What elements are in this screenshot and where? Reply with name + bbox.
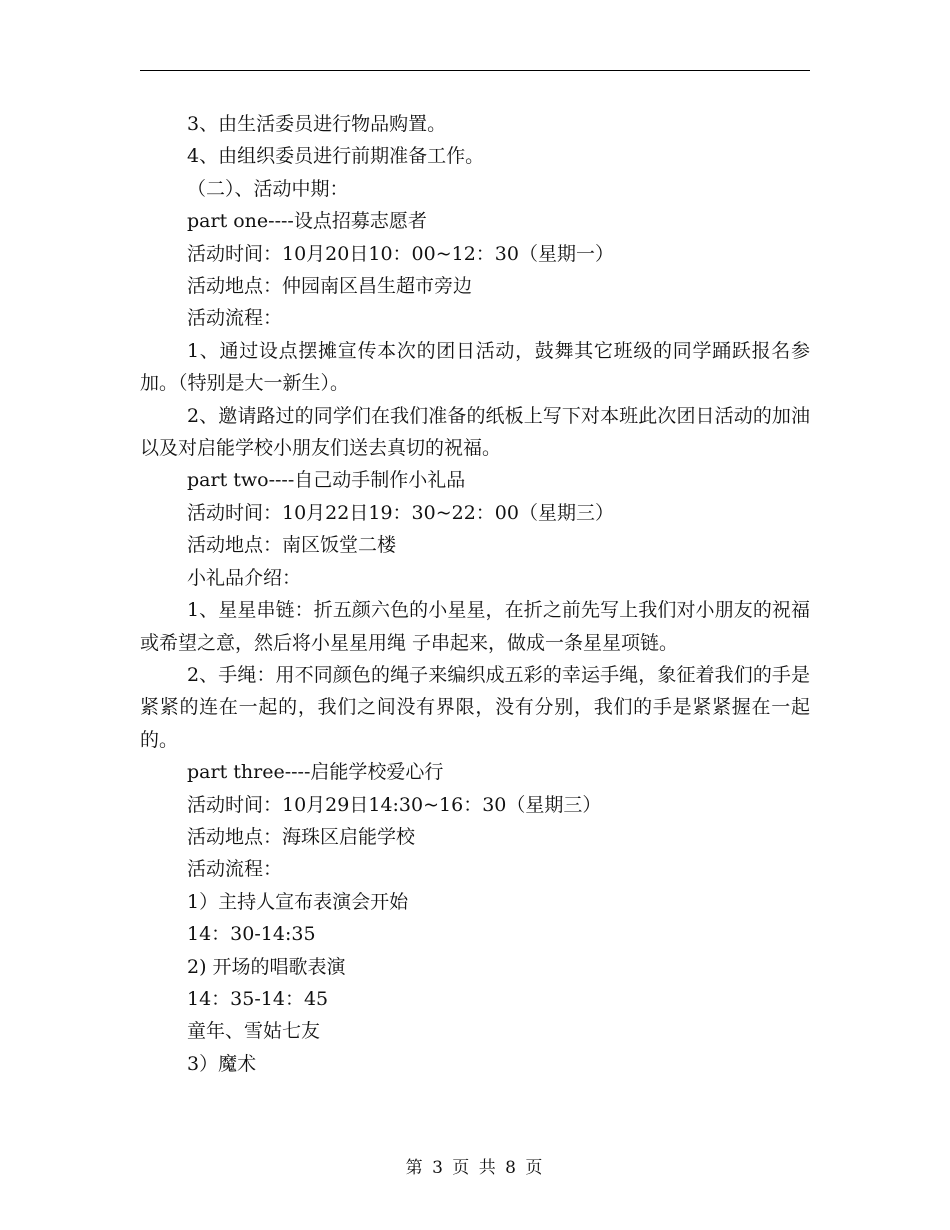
schedule-time: 14：30-14:35: [187, 923, 316, 946]
activity-process-label: 活动流程：: [187, 307, 283, 330]
activity-location: 活动地点：南区饭堂二楼: [187, 534, 397, 557]
part-heading: part one----设点招募志愿者: [187, 210, 427, 233]
schedule-time: 14：35-14：45: [187, 987, 329, 1010]
part-heading: part three----启能学校爱心行: [187, 761, 444, 784]
gift-intro-label: 小礼品介绍：: [187, 566, 302, 589]
schedule-item: 2) 开场的唱歌表演: [187, 955, 346, 978]
activity-time: 活动时间：10月22日19：30~22：00（星期三）: [187, 501, 614, 524]
paragraph: 1、星星串链：折五颜六色的小星星，在折之前先写上我们对小朋友的祝福或希望之意，然后将小星星用绳 子串起来，做成一条星星项链。: [140, 599, 810, 654]
schedule-detail: 童年、雪姑七友: [187, 1020, 321, 1043]
section-heading: （二）、活动中期：: [187, 177, 349, 200]
header-rule: [140, 70, 810, 71]
part-heading: part two----自己动手制作小礼品: [187, 469, 466, 492]
paragraph: 2、手绳：用不同颜色的绳子来编织成五彩的幸运手绳，象征着我们的手是紧紧的连在一起的，我们之间没有界限，没有分别，我们的手是紧紧握在一起的。: [140, 663, 810, 751]
paragraph: 1、通过设点摆摊宣传本次的团日活动，鼓舞其它班级的同学踊跃报名参加。（特别是大一新生）。: [140, 339, 810, 395]
activity-process-label: 活动流程：: [187, 858, 283, 881]
paragraph: 2、邀请路过的同学们在我们准备的纸板上写下对本班此次团日活动的加油以及对启能学校小朋友们送去真切的祝福。: [140, 404, 810, 460]
text-line: 4、由组织委员进行前期准备工作。: [187, 145, 485, 168]
text-line: 3、由生活委员进行物品购置。: [187, 113, 447, 135]
activity-location: 活动地点：仲园南区昌生超市旁边: [187, 275, 473, 298]
schedule-item: 1）主持人宣布表演会开始: [187, 890, 409, 913]
activity-time: 活动时间：10月29日14:30~16：30（星期三）: [187, 793, 602, 816]
document-body: [140, 108, 810, 1080]
activity-time: 活动时间：10月20日10：00~12：30（星期一）: [187, 242, 614, 265]
page-number: 第 3 页 共 8 页: [405, 1158, 545, 1178]
activity-location: 活动地点：海珠区启能学校: [187, 825, 416, 848]
schedule-item: 3）魔术: [187, 1052, 257, 1075]
